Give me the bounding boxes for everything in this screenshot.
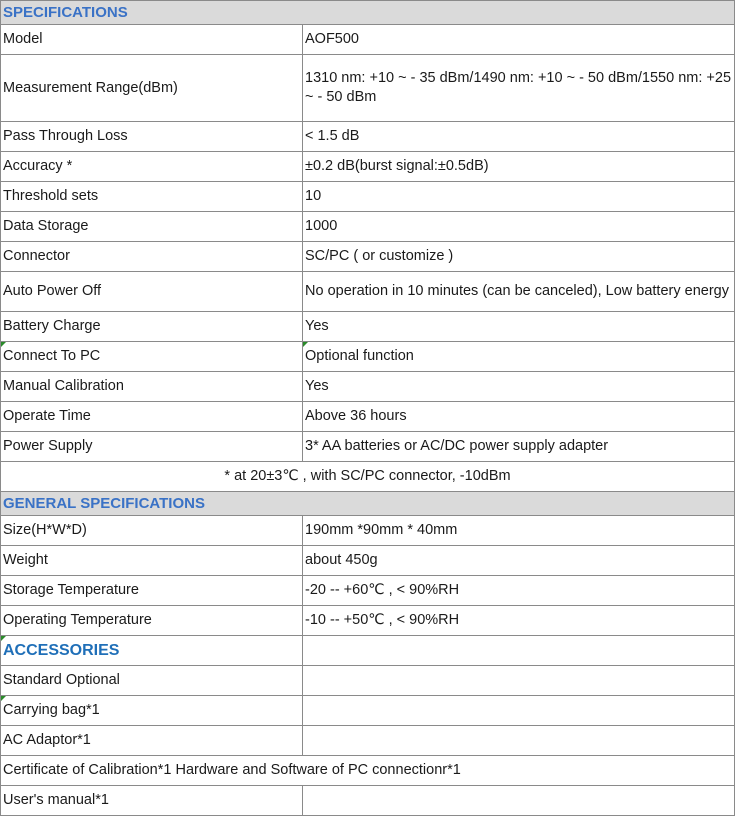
general-label: Operating Temperature [1, 606, 303, 636]
accessory-item: Carrying bag*1 [1, 696, 303, 726]
empty-cell [303, 666, 735, 696]
table-row [1, 182, 735, 212]
table-row [1, 212, 735, 242]
general-value: -10 -- +50℃ , < 90%RH [303, 606, 735, 636]
spec-label: Battery Charge [1, 312, 303, 342]
general-label: Storage Temperature [1, 576, 303, 606]
list-item [1, 726, 735, 756]
general-value: -20 -- +60℃ , < 90%RH [303, 576, 735, 606]
table-row [1, 402, 735, 432]
spec-value: < 1.5 dB [303, 122, 735, 152]
list-item [1, 666, 735, 696]
spec-value: Yes [303, 372, 735, 402]
general-specifications-title: GENERAL SPECIFICATIONS [1, 492, 735, 516]
table-row [1, 152, 735, 182]
spec-value: Yes [303, 312, 735, 342]
accuracy-footnote: * at 20±3℃ , with SC/PC connector, -10dBm [1, 462, 735, 492]
table-row [1, 372, 735, 402]
accessories-title: ACCESSORIES [1, 636, 303, 666]
list-item [1, 756, 735, 786]
spec-value: 1000 [303, 212, 735, 242]
list-item [1, 786, 735, 816]
spec-label: Connector [1, 242, 303, 272]
spec-label: Auto Power Off [1, 272, 303, 312]
table-row [1, 272, 735, 312]
spec-value: Optional function [303, 342, 735, 372]
general-label: Weight [1, 546, 303, 576]
table-row [1, 432, 735, 462]
empty-cell [303, 696, 735, 726]
spec-label: Operate Time [1, 402, 303, 432]
accessory-item: Certificate of Calibration*1 Hardware and Software of PC connectionr*1 [1, 756, 735, 786]
table-row [1, 122, 735, 152]
spec-label: Data Storage [1, 212, 303, 242]
empty-cell [303, 726, 735, 756]
footnote-row [1, 462, 735, 492]
general-value: about 450g [303, 546, 735, 576]
table-row [1, 342, 735, 372]
spec-value: 10 [303, 182, 735, 212]
accessory-item: Standard Optional [1, 666, 303, 696]
spec-value: 1310 nm: +10 ~ - 35 dBm/1490 nm: +10 ~ - 50 dBm/1550 nm: +25 ~ - 50 dBm [303, 55, 735, 122]
spec-label: Model [1, 25, 303, 55]
accessory-item: User's manual*1 [1, 786, 303, 816]
spec-label: Connect To PC [1, 342, 303, 372]
table-row [1, 242, 735, 272]
spec-value: 3* AA batteries or AC/DC power supply adapter [303, 432, 735, 462]
table-row [1, 55, 735, 122]
table-row [1, 546, 735, 576]
spec-value: AOF500 [303, 25, 735, 55]
list-item [1, 696, 735, 726]
spec-label: Manual Calibration [1, 372, 303, 402]
spec-label: Pass Through Loss [1, 122, 303, 152]
section-header-general [1, 492, 735, 516]
empty-cell [303, 636, 735, 666]
spec-label: Measurement Range(dBm) [1, 55, 303, 122]
section-header-specifications [1, 1, 735, 25]
spec-value: Above 36 hours [303, 402, 735, 432]
empty-cell [303, 786, 735, 816]
general-value: 190mm *90mm * 40mm [303, 516, 735, 546]
spec-label: Power Supply [1, 432, 303, 462]
table-row [1, 25, 735, 55]
spec-value: SC/PC ( or customize ) [303, 242, 735, 272]
general-label: Size(H*W*D) [1, 516, 303, 546]
table-row [1, 606, 735, 636]
accessory-item: AC Adaptor*1 [1, 726, 303, 756]
table-row [1, 312, 735, 342]
table-row [1, 516, 735, 546]
table-row [1, 576, 735, 606]
spec-label: Threshold sets [1, 182, 303, 212]
accessories-header-row [1, 636, 735, 666]
spec-value: No operation in 10 minutes (can be canceled), Low battery energy [303, 272, 735, 312]
specifications-title: SPECIFICATIONS [1, 1, 735, 25]
spec-label: Accuracy * [1, 152, 303, 182]
spec-value: ±0.2 dB(burst signal:±0.5dB) [303, 152, 735, 182]
